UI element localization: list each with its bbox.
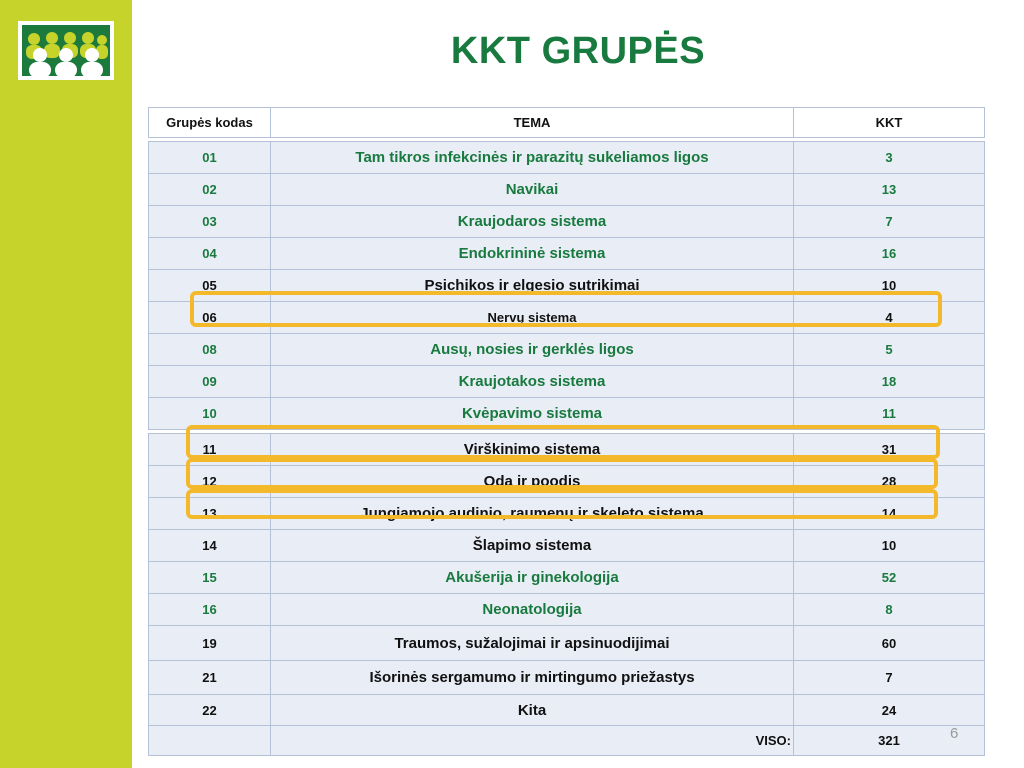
- table-row: [149, 530, 985, 562]
- page-number: 6: [950, 725, 959, 742]
- cell-code: 11: [149, 434, 271, 466]
- highlight-box-13: [186, 489, 938, 519]
- total-empty-cell: [149, 726, 271, 756]
- cell-topic: Neonatologija: [271, 594, 794, 626]
- table-row: [149, 661, 985, 695]
- table-row: [149, 238, 985, 270]
- cell-code: 10: [149, 398, 271, 430]
- cell-count: 10: [794, 530, 985, 562]
- cell-topic: Tam tikros infekcinės ir parazitų sukeliamos ligos: [271, 142, 794, 174]
- cell-count: 10: [794, 270, 985, 302]
- cell-topic: Nervų sistema: [271, 302, 794, 334]
- total-label: VISO:: [271, 726, 794, 756]
- highlight-box-06: [190, 291, 942, 327]
- cell-code: 22: [149, 695, 271, 726]
- table-row: [149, 206, 985, 238]
- cell-topic: Kita: [271, 695, 794, 726]
- logo: [18, 21, 114, 80]
- table-row: [149, 626, 985, 661]
- table-row: [149, 594, 985, 626]
- cell-code: 16: [149, 594, 271, 626]
- header-code: Grupės kodas: [149, 108, 271, 138]
- cell-topic: Kvėpavimo sistema: [271, 398, 794, 430]
- table-header-row: [149, 108, 985, 138]
- table-row: [149, 174, 985, 206]
- cell-count: 60: [794, 626, 985, 661]
- cell-topic: Kraujodaros sistema: [271, 206, 794, 238]
- cell-code: 08: [149, 334, 271, 366]
- total-value: 321: [794, 726, 985, 756]
- cell-count: 28: [794, 466, 985, 498]
- people-group-icon: [22, 25, 110, 76]
- table-row: [149, 695, 985, 726]
- cell-code: 03: [149, 206, 271, 238]
- highlight-box-11: [186, 425, 940, 459]
- cell-code: 05: [149, 270, 271, 302]
- cell-code: 12: [149, 466, 271, 498]
- cell-topic: Psichikos ir elgesio sutrikimai: [271, 270, 794, 302]
- cell-count: 7: [794, 661, 985, 695]
- cell-count: 11: [794, 398, 985, 430]
- cell-topic: Oda ir poodis: [271, 466, 794, 498]
- cell-count: 13: [794, 174, 985, 206]
- header-count: KKT: [794, 108, 985, 138]
- cell-topic: Išorinės sergamumo ir mirtingumo priežastys: [271, 661, 794, 695]
- cell-count: 8: [794, 594, 985, 626]
- header-topic: TEMA: [271, 108, 794, 138]
- highlight-box-12: [186, 458, 938, 489]
- cell-count: 4: [794, 302, 985, 334]
- cell-count: 16: [794, 238, 985, 270]
- cell-code: 14: [149, 530, 271, 562]
- total-row: [149, 726, 985, 756]
- cell-count: 31: [794, 434, 985, 466]
- table-row: [149, 562, 985, 594]
- cell-topic: Kraujotakos sistema: [271, 366, 794, 398]
- cell-count: 24: [794, 695, 985, 726]
- cell-code: 19: [149, 626, 271, 661]
- cell-code: 21: [149, 661, 271, 695]
- cell-code: 02: [149, 174, 271, 206]
- cell-topic: Endokrininė sistema: [271, 238, 794, 270]
- table-row: [149, 334, 985, 366]
- cell-topic: Akušerija ir ginekologija: [271, 562, 794, 594]
- cell-topic: Navikai: [271, 174, 794, 206]
- table-row: [149, 366, 985, 398]
- cell-count: 18: [794, 366, 985, 398]
- cell-topic: Šlapimo sistema: [271, 530, 794, 562]
- sidebar-band: [0, 0, 132, 768]
- cell-topic: Jungiamojo audinio, raumenų ir skeleto sistema: [271, 498, 794, 530]
- cell-count: 5: [794, 334, 985, 366]
- cell-code: 06: [149, 302, 271, 334]
- cell-count: 52: [794, 562, 985, 594]
- cell-topic: Traumos, sužalojimai ir apsinuodijimai: [271, 626, 794, 661]
- table-row: [149, 142, 985, 174]
- cell-code: 04: [149, 238, 271, 270]
- cell-topic: Virškinimo sistema: [271, 434, 794, 466]
- cell-code: 15: [149, 562, 271, 594]
- cell-code: 01: [149, 142, 271, 174]
- cell-topic: Ausų, nosies ir gerklės ligos: [271, 334, 794, 366]
- cell-count: 14: [794, 498, 985, 530]
- page-title: KKT GRUPĖS: [450, 30, 706, 72]
- cell-code: 09: [149, 366, 271, 398]
- cell-count: 3: [794, 142, 985, 174]
- cell-code: 13: [149, 498, 271, 530]
- cell-count: 7: [794, 206, 985, 238]
